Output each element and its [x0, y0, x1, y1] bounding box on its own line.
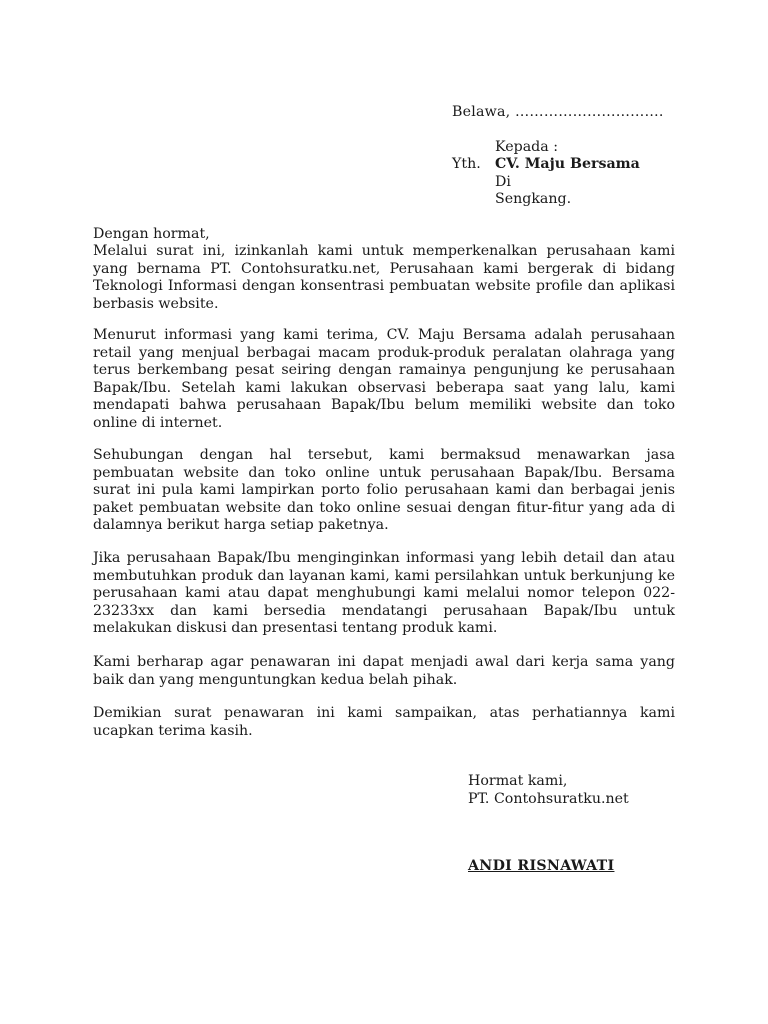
paragraph-offer: Sehubungan dengan hal tersebut, kami bermaksud menawarkan jasa pembuatan website dan toko online untuk perusahaan Bapak/Ibu. Bersama surat ini pula kami lampirkan porto folio perusahaan kami dan berbagai jenis paket pembuatan website dan toko online sesuai dengan fitur-fitur yang ada di dalamnya berikut harga setiap paketnya.: [93, 447, 675, 533]
sender-company: PT. Contohsuratku.net: [468, 791, 629, 807]
closing-salutation: Hormat kami,: [468, 773, 568, 789]
recipient-city: Sengkang.: [495, 191, 572, 207]
di-label: Di: [495, 174, 511, 190]
signer-name: ANDI RISNAWATI: [468, 858, 615, 874]
greeting: Dengan hormat,: [93, 226, 210, 242]
recipient-name: CV. Maju Bersama: [495, 156, 640, 172]
yth-label: Yth.: [452, 156, 481, 172]
paragraph-background: Menurut informasi yang kami terima, CV. Maju Bersama adalah perusahaan retail yang menjual berbagai macam produk-produk peralatan olahraga yang terus berkembang pesat seiring dengan ramainya pengunjung ke perusahaan Bapak/Ibu. Setelah kami lakukan observasi beberapa saat yang lalu, kami mendapati bahwa perusahaan Bapak/Ibu belum memiliki website dan toko online di internet.: [93, 327, 675, 431]
paragraph-contact: Jika perusahaan Bapak/Ibu menginginkan informasi yang lebih detail dan atau membutuhkan produk dan layanan kami, kami persilahkan untuk berkunjung ke perusahaan kami atau dapat menghubungi kami melalui nomor telepon 022-23233xx dan kami bersedia mendatangi perusahaan Bapak/Ibu untuk melakukan diskusi dan presentasi tentang produk kami.: [93, 550, 675, 636]
paragraph-hope: Kami berharap agar penawaran ini dapat menjadi awal dari kerja sama yang baik dan yang menguntungkan kedua belah pihak.: [93, 654, 675, 688]
kepada-label: Kepada :: [495, 139, 558, 155]
paragraph-closing: Demikian surat penawaran ini kami sampaikan, atas perhatiannya kami ucapkan terima kasih.: [93, 705, 675, 739]
paragraph-intro: Melalui surat ini, izinkanlah kami untuk memperkenalkan perusahaan kami yang bernama PT. Contohsuratku.net, Perusahaan kami bergerak di bidang Teknologi Informasi dengan konsentrasi pembuatan website profile dan aplikasi berbasis website.: [93, 243, 675, 312]
place-date: Belawa, ………………………….: [452, 104, 664, 120]
